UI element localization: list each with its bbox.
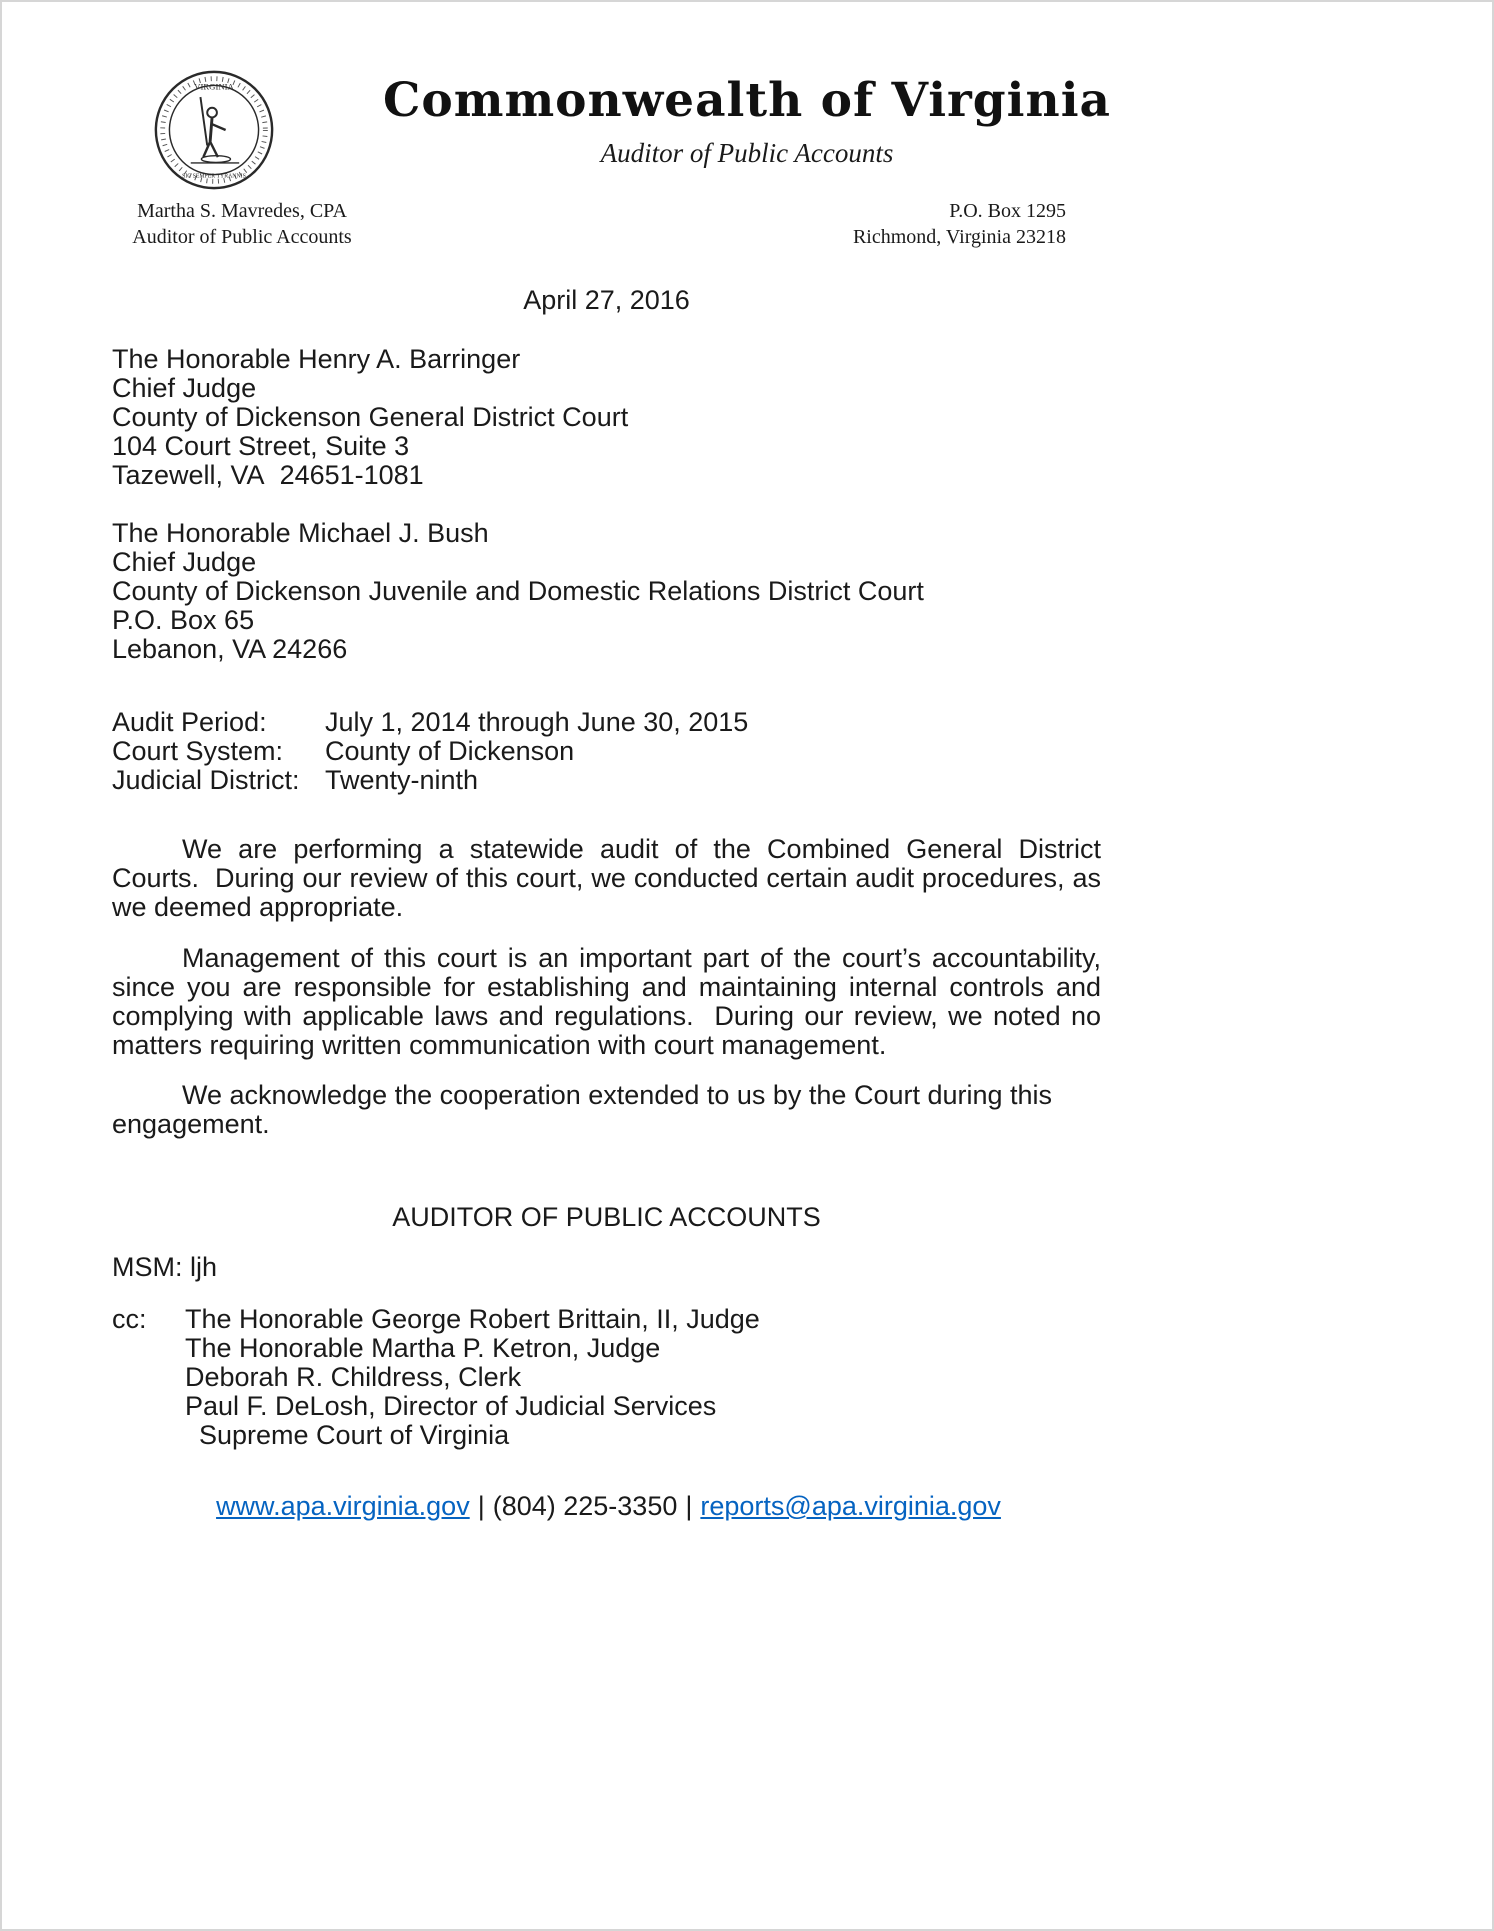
official-name: Martha S. Mavredes, CPA	[137, 200, 347, 222]
po-box: P.O. Box 1295	[949, 200, 1066, 222]
cc-name: Paul F. DeLosh, Director of Judicial Services	[185, 1391, 717, 1421]
cc-names	[185, 1305, 760, 1450]
signature-line: AUDITOR OF PUBLIC ACCOUNTS	[392, 1202, 821, 1232]
audit-info-row	[112, 737, 1101, 766]
recipient-block-2	[112, 519, 1101, 664]
svg-text:SIC SEMPER TYRANNIS: SIC SEMPER TYRANNIS	[182, 173, 246, 180]
info-label: Audit Period:	[112, 707, 267, 737]
reference-initials: MSM: ljh	[112, 1252, 218, 1282]
recipient-line: County of Dickenson General District Court	[112, 402, 629, 432]
audit-info	[112, 708, 1101, 795]
letterhead-title: Commonwealth of Virginia	[382, 73, 1112, 128]
info-value: County of Dickenson	[325, 736, 575, 766]
recipient-line: Lebanon, VA 24266	[112, 634, 348, 664]
cc-name: The Honorable Martha P. Ketron, Judge	[185, 1333, 661, 1363]
email-link[interactable]: reports@apa.virginia.gov	[700, 1491, 1001, 1521]
website-link[interactable]: www.apa.virginia.gov	[216, 1491, 470, 1521]
cc-label: cc:	[112, 1304, 147, 1334]
recipient-block-1	[112, 345, 1101, 490]
official-title: Auditor of Public Accounts	[132, 226, 352, 248]
body-paragraph-2: Management of this court is an important part of the court’s accountability, since you are responsible for establishing and maintaining internal controls and complying with applicable laws and regulations. During our review, we noted no matters requiring written communication with court management.	[112, 943, 1109, 1060]
recipient-line: 104 Court Street, Suite 3	[112, 431, 410, 461]
letterhead-subtitle: Auditor of Public Accounts	[600, 138, 894, 168]
info-value: Twenty-ninth	[325, 765, 479, 795]
recipient-line: County of Dickenson Juvenile and Domestic Relations District Court	[112, 576, 924, 606]
letter-content	[112, 285, 1109, 1450]
audit-info-row	[112, 708, 1101, 737]
info-label: Court System:	[112, 736, 284, 766]
recipient-line: P.O. Box 65	[112, 605, 255, 635]
city-state-zip: Richmond, Virginia 23218	[852, 226, 1066, 248]
body-paragraph-3: We acknowledge the cooperation extended to us by the Court during this engagement.	[112, 1080, 1060, 1139]
info-value: July 1, 2014 through June 30, 2015	[325, 707, 749, 737]
recipient-line: Tazewell, VA 24651-1081	[112, 460, 424, 490]
svg-text:VIRGINIA: VIRGINIA	[194, 81, 234, 92]
phone-number: (804) 225-3350	[492, 1491, 678, 1521]
recipient-line: Chief Judge	[112, 547, 257, 577]
cc-name: The Honorable George Robert Brittain, II, Judge	[185, 1304, 760, 1334]
body-paragraph-1: We are performing a statewide audit of the Combined General District Courts. During our review of this court, we conducted certain audit procedures, as we deemed appropriate.	[112, 834, 1109, 922]
footer-separator: |	[477, 1491, 485, 1521]
recipient-line: Chief Judge	[112, 373, 257, 403]
recipient-line: The Honorable Henry A. Barringer	[112, 344, 521, 374]
letterhead	[2, 2, 1492, 250]
footer-separator: |	[685, 1491, 693, 1521]
letterhead-address-block	[853, 198, 1066, 250]
virginia-state-seal-icon	[152, 68, 276, 192]
cc-block	[112, 1305, 1101, 1450]
audit-info-row	[112, 766, 1101, 795]
page-footer	[112, 1492, 1105, 1521]
letter-date: April 27, 2016	[523, 285, 690, 315]
cc-name: Supreme Court of Virginia	[199, 1420, 510, 1450]
cc-name: Deborah R. Childress, Clerk	[185, 1362, 522, 1392]
recipient-line: The Honorable Michael J. Bush	[112, 518, 489, 548]
letterhead-official-block	[114, 198, 370, 250]
info-label: Judicial District:	[112, 765, 300, 795]
